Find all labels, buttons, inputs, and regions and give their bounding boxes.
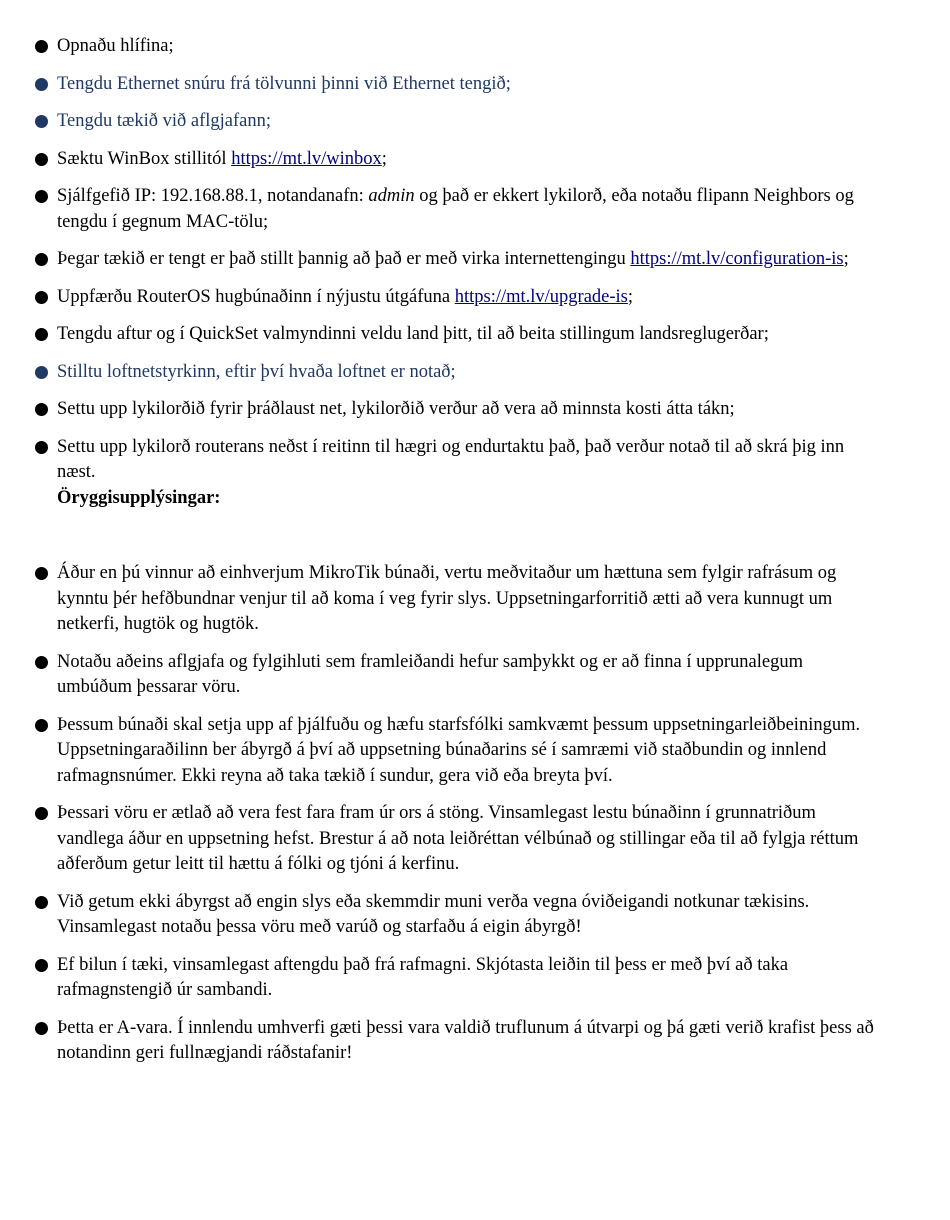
list-item <box>57 801 877 878</box>
list-item-text: Stilltu loftnetstyrkinn, eftir því hvaða loftnet er notað; <box>57 361 456 382</box>
bullet-icon <box>35 40 48 53</box>
list-item-text: Áður en þú vinnur að einhverjum MikroTik búnaði, vertu meðvitaður um hættuna sem fylgir rafrásum og kynntu þér hefðbundnar venjur til að koma í veg fyrir slys. Uppsetningarforritið ætti að vera kunnugt um netkerfi, hugtök og hugtök. <box>57 563 837 634</box>
list-item-text: Tengdu Ethernet snúru frá tölvunni þinni við Ethernet tengið; <box>57 73 511 94</box>
bullet-icon <box>35 719 48 732</box>
list-item <box>57 147 877 173</box>
winbox-link[interactable]: https://mt.lv/winbox <box>231 148 382 169</box>
list-item-text: ; <box>381 148 387 169</box>
bullet-icon <box>35 328 48 341</box>
list-item <box>57 650 877 701</box>
bullet-icon <box>35 403 48 416</box>
configuration-link[interactable]: https://mt.lv/configuration-is <box>630 249 844 269</box>
username-text: admin <box>368 186 415 206</box>
bullet-icon <box>35 115 48 128</box>
list-item-text: Opnaðu hlífina; <box>57 36 174 56</box>
list-item <box>57 890 877 941</box>
list-item-text: Settu upp lykilorð routerans neðst í reitinn til hægri og endurtaktu það, það verður notað til að skrá þig inn næst. <box>57 436 845 482</box>
list-item <box>57 713 877 790</box>
bullet-icon <box>35 190 48 203</box>
bullet-icon <box>35 78 48 91</box>
list-item-text: Þetta er A-vara. Í innlendu umhverfi gæti þessi vara valdið truflunum á útvarpi og þá gæti verið krafist þess að notandinn geri fullnægjandi ráðstafanir! <box>57 1017 874 1063</box>
setup-steps-list <box>57 34 877 523</box>
list-item-text: Uppfærðu RouterOS hugbúnaðinn í nýjustu útgáfuna <box>57 286 455 307</box>
bullet-icon <box>35 291 48 304</box>
bullet-icon <box>35 153 48 166</box>
list-item <box>57 322 877 348</box>
list-item <box>57 1016 877 1067</box>
list-item-text: Tengdu tækið við aflgjafann; <box>57 111 271 131</box>
list-item <box>57 561 877 638</box>
bullet-icon <box>35 1022 48 1035</box>
list-item <box>57 285 877 311</box>
list-item-text: Sjálfgefið IP: 192.168.88.1, notandanafn: <box>57 186 369 206</box>
bullet-icon <box>35 366 48 379</box>
list-item-text: Þessum búnaði skal setja upp af þjálfuðu og hæfu starfsfólki samkvæmt þessum uppsetningarleiðbeiningum. Uppsetningaraðilinn ber ábyrgð á því að uppsetning búnaðarins sé í samræmi við staðbundin og innlend rafmagnsnúmer. Ekki reyna að taka tækið í sundur, gera við eða breyta því. <box>57 714 861 786</box>
list-item <box>57 34 877 60</box>
bullet-icon <box>35 441 48 454</box>
list-item <box>57 109 877 135</box>
list-item-text: Þegar tækið er tengt er það stillt þannig að það er með virka internettengingu <box>57 249 631 269</box>
list-item-text: Settu upp lykilorðið fyrir þráðlaust net, lykilorðið verður að vera að minnsta kosti átta tákn; <box>57 399 735 419</box>
list-item-text: og það er ekkert lykilorð, eða notaðu flipann Neighbors og tengdu í gegnum MAC-tölu; <box>57 186 854 232</box>
list-item <box>57 953 877 1004</box>
list-item-text: Sæktu WinBox stillitól <box>57 148 232 169</box>
bullet-icon <box>35 959 48 972</box>
list-item <box>57 72 877 98</box>
list-item <box>57 247 877 273</box>
upgrade-link[interactable]: https://mt.lv/upgrade-is <box>454 286 628 307</box>
list-item-text: Notaðu aðeins aflgjafa og fylgihluti sem framleiðandi hefur samþykkt og er að finna í upprunalegum umbúðum þessarar vöru. <box>57 651 803 697</box>
list-item <box>57 184 877 235</box>
list-item <box>57 360 877 386</box>
list-item-text: ; <box>627 286 634 307</box>
list-item <box>57 397 877 423</box>
safety-heading: Öryggisupplýsingar: <box>57 487 221 508</box>
list-item <box>57 435 877 512</box>
bullet-icon <box>35 807 48 820</box>
bullet-icon <box>35 656 48 669</box>
bullet-icon <box>35 567 48 580</box>
list-item-text: Tengdu aftur og í QuickSet valmyndinni veldu land þitt, til að beita stillingum landsreglugerðar; <box>57 324 769 344</box>
safety-list <box>57 561 877 1079</box>
list-item-text: ; <box>843 249 849 269</box>
bullet-icon <box>35 253 48 266</box>
list-item-text: Þessari vöru er ætlað að vera fest fara fram úr ors á stöng. Vinsamlegast lestu búnaðinn í grunnatriðum vandlega áður en uppsetning hefst. Brestur á að nota leiðréttan vélbúnað og stillingar eða til að fylgja réttum aðferðum getur leitt til hættu á fólki og tjóni á kerfinu. <box>57 803 859 874</box>
bullet-icon <box>35 896 48 909</box>
list-item-text: Við getum ekki ábyrgst að engin slys eða skemmdir muni verða vegna óviðeigandi notkunar tækisins. Vinsamlegast notaðu þessa vöru með varúð og starfaðu á eigin ábyrgð! <box>57 891 810 937</box>
list-item-text: Ef bilun í tæki, vinsamlegast aftengdu það frá rafmagni. Skjótasta leiðin til þess er með því að taka rafmagnstengið úr sambandi. <box>57 954 789 1000</box>
